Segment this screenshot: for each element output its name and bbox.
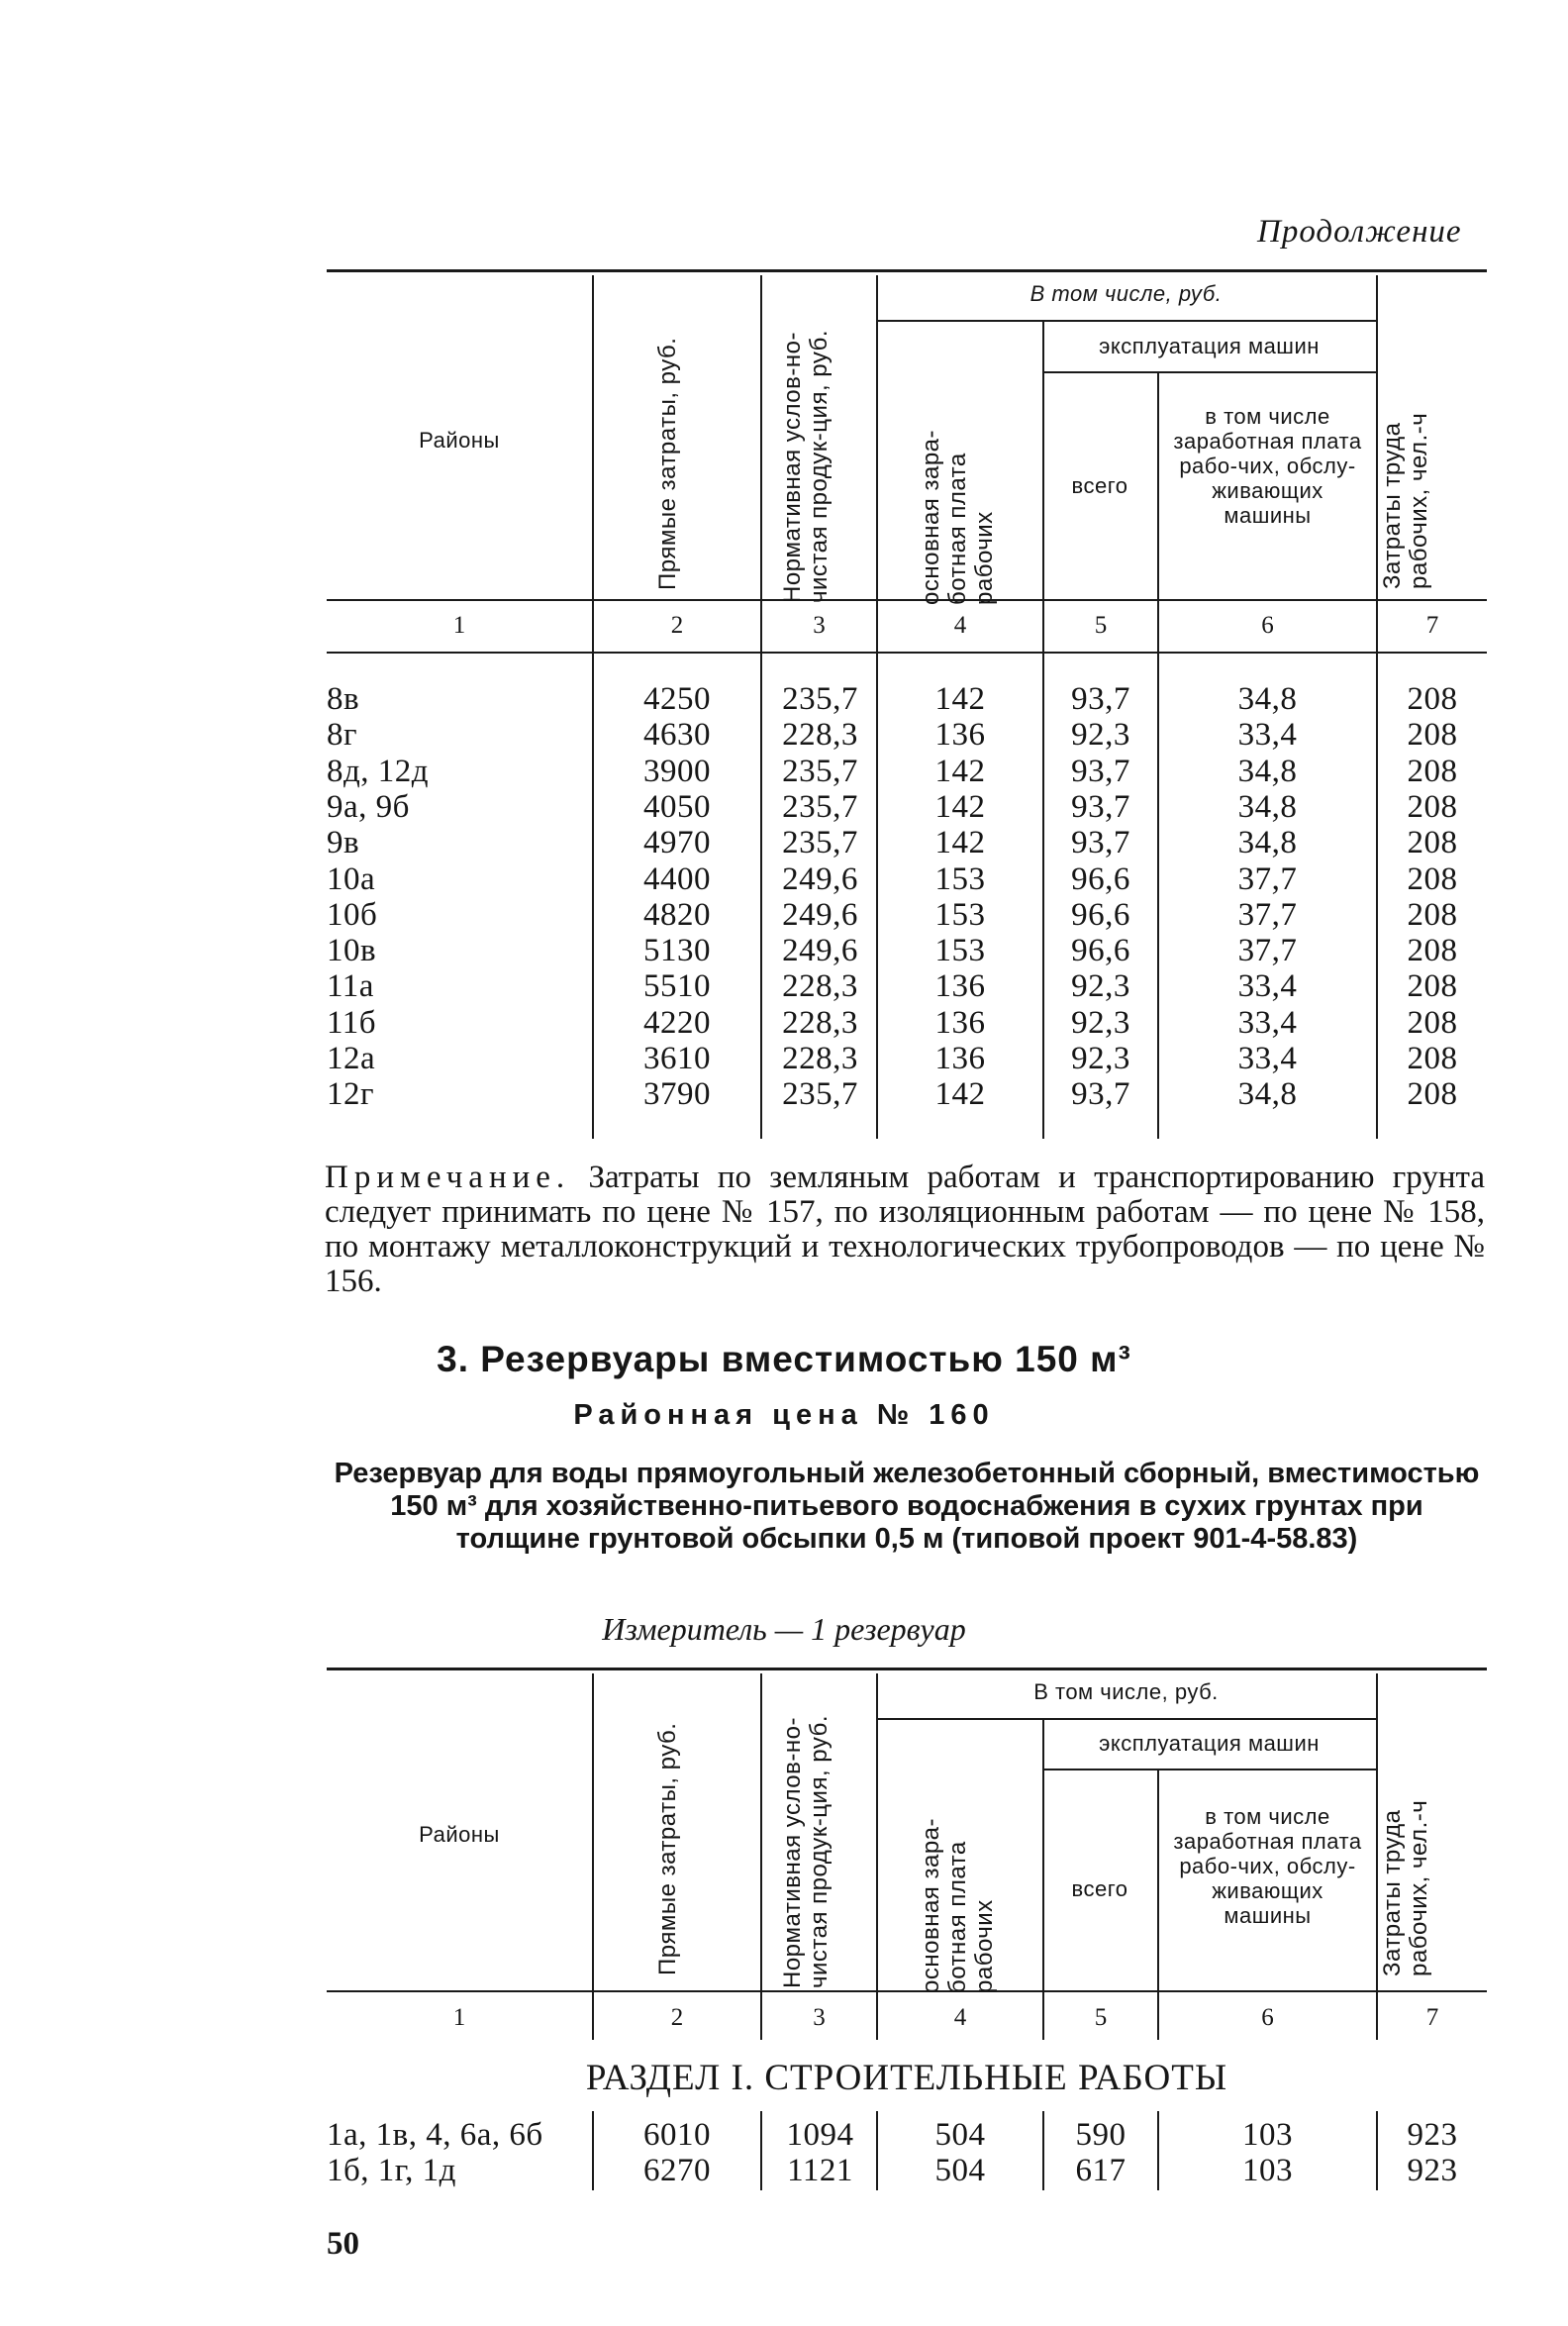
cell-normative: 235,7 (782, 825, 858, 861)
cell-region: 1а, 1в, 4, 6а, 6б (327, 2117, 543, 2153)
section-description: Резервуар для воды прямоугольный железобетонный сборный, вместимостью 150 м³ для хозяйственно-питьевого водоснабжения в сухих грунтах при толщине грунтовой обсыпки 0,5 м (типовой проект 901-4-58.83) (334, 1458, 1480, 1555)
cell-normative: 228,3 (782, 968, 858, 1005)
col-number: 4 (953, 2004, 967, 2031)
cell-direct: 4050 (643, 788, 711, 825)
cell-wages: 136 (934, 717, 986, 754)
cell-normative: 228,3 (782, 1041, 858, 1076)
cell-total: 92,3 (1071, 968, 1130, 1005)
numbers-rule (327, 652, 1487, 654)
cell-machine-wages: 34,8 (1237, 681, 1298, 717)
col-number: 2 (670, 2004, 684, 2031)
header-labor: Затраты труда рабочих, чел.-ч (1379, 412, 1432, 589)
header-regions: Районы (419, 428, 500, 453)
header-wages: основная зара-ботная плата рабочих (918, 1817, 998, 1993)
vrule (1042, 322, 1044, 599)
note-text: Затраты по земляным работам и транспортированию грунта следует принимать по цене № 157, по изоляционным работам — по цене № 158, по монтажу металлоконструкций и технологических трубопроводов — по цене № 156. (325, 1160, 1486, 1299)
header-direct: Прямые затраты, руб. (654, 337, 681, 590)
cell-labor: 208 (1407, 968, 1458, 1005)
cell-labor: 208 (1407, 825, 1458, 861)
cell-wages: 142 (934, 788, 986, 825)
col-number: 1 (452, 2004, 466, 2031)
cell-wages: 136 (934, 1004, 986, 1041)
cell-direct: 5130 (643, 933, 711, 969)
vrule (592, 275, 594, 599)
cell-machine-wages: 33,4 (1237, 1041, 1298, 1076)
cell-direct: 4630 (643, 717, 711, 754)
cell-normative: 249,6 (782, 860, 858, 897)
page-number: 50 (327, 2226, 359, 2262)
header-machines: эксплуатация машин (1099, 1731, 1320, 1756)
vrule (1157, 1770, 1159, 2040)
continuation-label: Продолжение (1257, 214, 1462, 250)
header-normative: Нормативная услов-но-чистая продук-ция, руб. (779, 1714, 833, 1988)
cell-labor: 208 (1407, 681, 1458, 717)
header-machines: эксплуатация машин (1099, 334, 1320, 358)
cell-labor: 208 (1407, 1076, 1458, 1113)
table-top-rule (327, 1668, 1487, 1670)
cell-wages: 153 (934, 860, 986, 897)
cell-machine-wages: 37,7 (1237, 896, 1298, 933)
col-number: 7 (1425, 612, 1439, 639)
vrule (876, 1673, 878, 2040)
measure-label: Измеритель — 1 резервуар (602, 1611, 966, 1647)
cell-normative: 235,7 (782, 753, 858, 789)
cell-labor: 923 (1407, 2117, 1458, 2153)
cell-region: 1б, 1г, 1д (327, 2153, 456, 2189)
col-number: 6 (1261, 612, 1274, 639)
col-number: 1 (452, 612, 466, 639)
header-machine-wages: в том числе заработная плата рабо-чих, обслу-живающих машины (1173, 404, 1362, 528)
cell-wages: 504 (934, 2153, 986, 2189)
cell-direct: 6270 (643, 2153, 711, 2189)
cell-normative: 249,6 (782, 933, 858, 969)
header-total: всего (1071, 473, 1128, 498)
cell-machine-wages: 37,7 (1237, 933, 1298, 969)
cell-region: 10в (327, 933, 377, 969)
col-number: 6 (1261, 2004, 1274, 2031)
cell-region: 8в (327, 681, 360, 717)
cell-direct: 6010 (643, 2117, 711, 2153)
cell-region: 8г (327, 717, 358, 754)
vrule (760, 1673, 762, 2040)
cell-normative: 1094 (786, 2117, 854, 2153)
cell-wages: 153 (934, 896, 986, 933)
cell-region: 12а (327, 1041, 376, 1076)
cell-normative: 1121 (787, 2153, 853, 2189)
cell-total: 93,7 (1071, 788, 1130, 825)
cell-total: 93,7 (1071, 753, 1130, 789)
cell-direct: 3790 (643, 1076, 711, 1113)
section-heading: РАЗДЕЛ I. СТРОИТЕЛЬНЫЕ РАБОТЫ (585, 2058, 1228, 2098)
cell-wages: 504 (934, 2117, 986, 2153)
vrule (760, 654, 762, 1139)
header-normative: Нормативная услов-но-чистая продук-ция, руб. (779, 329, 833, 603)
vrule (1376, 275, 1378, 599)
cell-direct: 4970 (643, 825, 711, 861)
cell-total: 92,3 (1071, 717, 1130, 754)
col-number: 5 (1094, 612, 1108, 639)
cell-wages: 142 (934, 753, 986, 789)
section-title: 3. Резервуары вместимостью 150 м³ (437, 1339, 1131, 1379)
cell-region: 9а, 9б (327, 788, 410, 825)
cell-machine-wages: 34,8 (1237, 788, 1298, 825)
cell-labor: 208 (1407, 860, 1458, 897)
cell-labor: 208 (1407, 896, 1458, 933)
header-bottom-rule (327, 599, 1487, 601)
note (325, 1161, 1485, 1299)
cell-machine-wages: 37,7 (1237, 860, 1298, 897)
cell-direct: 4220 (643, 1004, 711, 1041)
cell-total: 96,6 (1071, 860, 1130, 897)
cell-normative: 249,6 (782, 896, 858, 933)
cell-region: 11а (327, 968, 374, 1005)
cell-machine-wages: 33,4 (1237, 1004, 1298, 1041)
cell-direct: 4820 (643, 896, 711, 933)
header-including: В том числе, руб. (1029, 281, 1223, 306)
cell-wages: 142 (934, 825, 986, 861)
header-labor: Затраты труда рабочих, чел.-ч (1379, 1799, 1432, 1976)
cell-total: 93,7 (1071, 825, 1130, 861)
cell-direct: 5510 (643, 968, 711, 1005)
cell-machine-wages: 34,8 (1237, 753, 1298, 789)
header-machine-wages: в том числе заработная плата рабо-чих, обслу-живающих машины (1173, 1804, 1362, 1928)
cell-labor: 208 (1407, 933, 1458, 969)
cell-labor: 208 (1407, 753, 1458, 789)
cell-wages: 136 (934, 1041, 986, 1076)
vrule (760, 275, 762, 599)
header-regions: Районы (419, 1822, 500, 1847)
cell-labor: 208 (1407, 717, 1458, 754)
col-number: 3 (813, 612, 826, 639)
cell-region: 11б (327, 1004, 377, 1041)
cell-wages: 153 (934, 933, 986, 969)
cell-labor: 208 (1407, 788, 1458, 825)
cell-machine-wages: 33,4 (1237, 968, 1298, 1005)
vrule (760, 2111, 762, 2190)
cell-labor: 208 (1407, 1004, 1458, 1041)
cell-wages: 136 (934, 968, 986, 1005)
cell-total: 590 (1075, 2117, 1127, 2153)
price-title: Районная цена № 160 (573, 1399, 995, 1431)
cell-machine-wages: 34,8 (1237, 1076, 1298, 1113)
cell-region: 12г (327, 1076, 375, 1113)
cell-machine-wages: 103 (1242, 2117, 1293, 2153)
cell-labor: 208 (1407, 1041, 1458, 1076)
cell-machine-wages: 33,4 (1237, 717, 1298, 754)
cell-total: 92,3 (1071, 1004, 1130, 1041)
cell-direct: 3900 (643, 753, 711, 789)
group-rule (876, 320, 1376, 322)
vrule (876, 275, 878, 599)
cell-direct: 3610 (643, 1041, 711, 1076)
group-rule (876, 1718, 1376, 1720)
cell-direct: 4400 (643, 860, 711, 897)
cell-direct: 4250 (643, 681, 711, 717)
col-number: 5 (1094, 2004, 1108, 2031)
cell-normative: 228,3 (782, 1004, 858, 1041)
cell-total: 93,7 (1071, 1076, 1130, 1113)
cell-wages: 142 (934, 681, 986, 717)
vrule (1376, 1673, 1378, 2040)
machines-rule (1042, 371, 1376, 373)
note-label: Примечание. (325, 1160, 571, 1195)
header-bottom-rule (327, 1990, 1487, 1992)
cell-normative: 228,3 (782, 717, 858, 754)
cell-region: 8д, 12д (327, 753, 430, 789)
cell-machine-wages: 103 (1242, 2153, 1293, 2189)
cell-normative: 235,7 (782, 681, 858, 717)
col-number: 4 (953, 612, 967, 639)
col-number: 3 (813, 2004, 826, 2031)
machines-rule (1042, 1769, 1376, 1770)
header-direct: Прямые затраты, руб. (654, 1722, 681, 1975)
cell-region: 9в (327, 825, 360, 861)
cell-region: 10а (327, 860, 376, 897)
cell-normative: 235,7 (782, 1076, 858, 1113)
cell-total: 96,6 (1071, 896, 1130, 933)
header-including: В том числе, руб. (1033, 1679, 1219, 1704)
cell-wages: 142 (934, 1076, 986, 1113)
cell-total: 92,3 (1071, 1041, 1130, 1076)
header-total: всего (1071, 1876, 1128, 1901)
cell-region: 10б (327, 896, 378, 933)
cell-total: 617 (1075, 2153, 1127, 2189)
cell-machine-wages: 34,8 (1237, 825, 1298, 861)
vrule (1157, 373, 1159, 599)
cell-total: 93,7 (1071, 681, 1130, 717)
cell-total: 96,6 (1071, 933, 1130, 969)
table-top-rule (327, 269, 1487, 272)
col-number: 7 (1425, 2004, 1439, 2031)
header-wages: основная зара-ботная плата рабочих (918, 429, 998, 605)
col-number: 2 (670, 612, 684, 639)
vrule (592, 1673, 594, 2040)
cell-normative: 235,7 (782, 788, 858, 825)
cell-labor: 923 (1407, 2153, 1458, 2189)
